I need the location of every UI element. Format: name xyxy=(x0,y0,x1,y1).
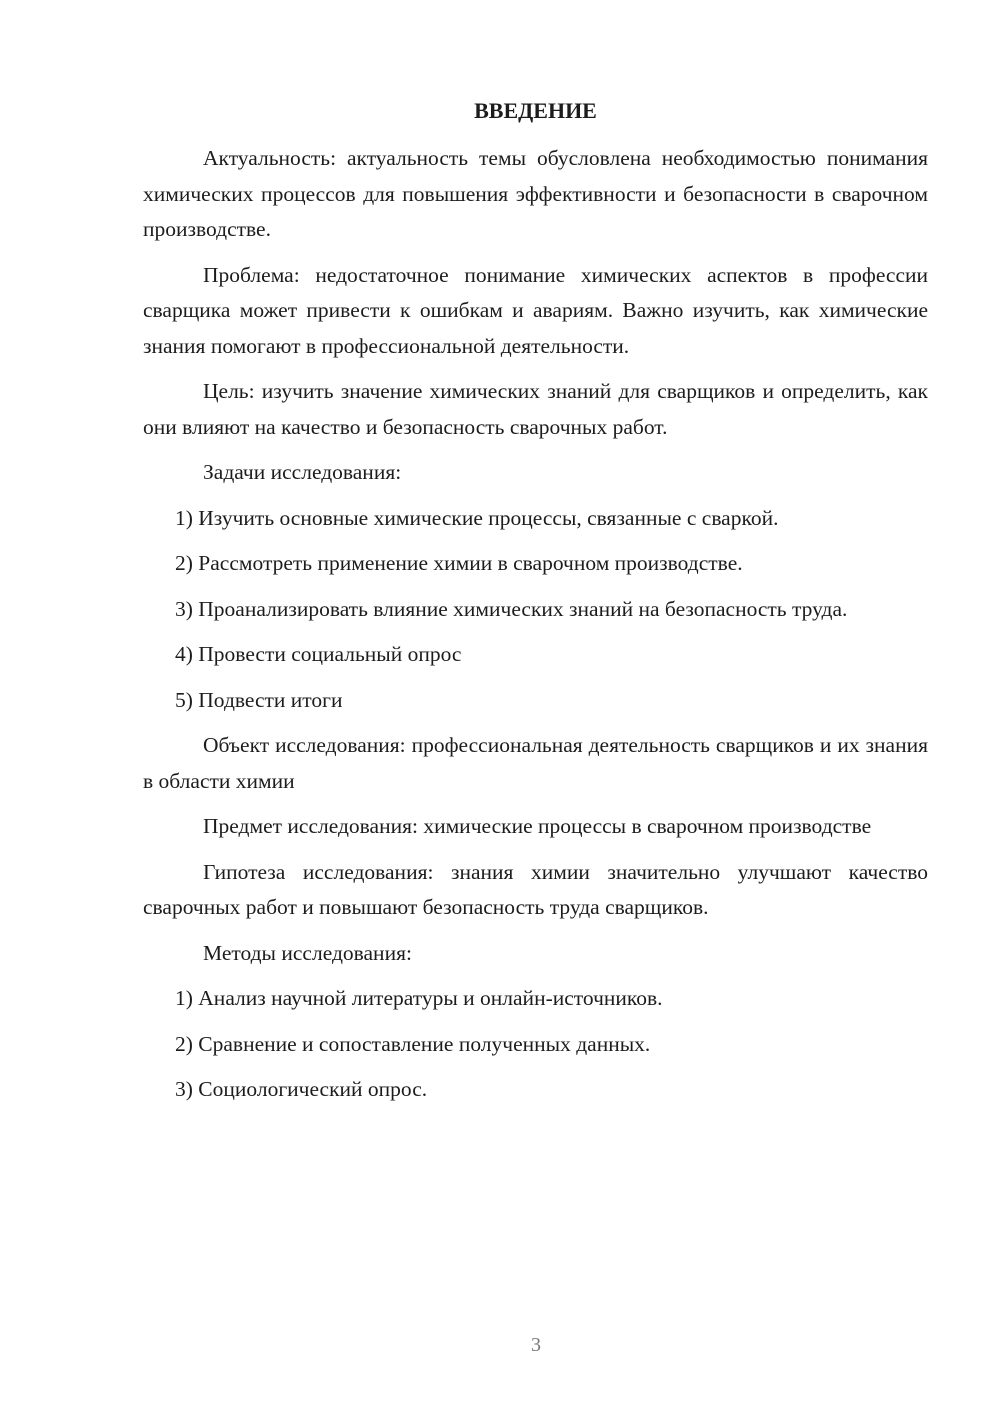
methods-heading: Методы исследования: xyxy=(203,940,412,965)
page-number: 3 xyxy=(531,1334,541,1356)
method-item-1: 1) Анализ научной литературы и онлайн-источников. xyxy=(175,986,663,1010)
task-item-1: 1) Изучить основные химические процессы, связанные с сваркой. xyxy=(175,505,779,530)
page-content xyxy=(143,96,928,1118)
hypothesis-paragraph: Гипотеза исследования: знания химии значительно улучшают качество сварочных работ и повышают безопасность труда сварщиков. xyxy=(143,859,928,919)
task-item-5: 5) Подвести итоги xyxy=(175,687,343,712)
task-item-3: 3) Проанализировать влияние химических знаний на безопасность труда. xyxy=(175,596,848,621)
task-item-4: 4) Провести социальный опрос xyxy=(175,642,462,666)
relevance-paragraph: Актуальность: актуальность темы обусловлена необходимостью понимания химических процессов для повышения эффективности и безопасности в сварочном производстве. xyxy=(143,146,928,241)
problem-paragraph: Проблема: недостаточное понимание химических аспектов в профессии сварщика может привести к ошибкам и авариям. Важно изучить, как химические знания помогают в профессиональной деятельности. xyxy=(143,262,928,358)
method-item-3: 3) Социологический опрос. xyxy=(175,1077,428,1101)
object-paragraph: Объект исследования: профессиональная деятельность сварщиков и их знания в области химии xyxy=(143,733,928,793)
goal-paragraph: Цель: изучить значение химических знаний для сварщиков и определить, как они влияют на качество и безопасность сварочных работ. xyxy=(143,379,928,439)
method-item-2: 2) Сравнение и сопоставление полученных данных. xyxy=(175,1031,651,1056)
subject-paragraph: Предмет исследования: химические процессы в сварочном производстве xyxy=(203,814,872,838)
task-item-2: 2) Рассмотреть применение химии в сварочном производстве. xyxy=(175,551,743,575)
tasks-heading: Задачи исследования: xyxy=(203,460,402,484)
section-title: ВВЕДЕНИЕ xyxy=(474,98,597,123)
